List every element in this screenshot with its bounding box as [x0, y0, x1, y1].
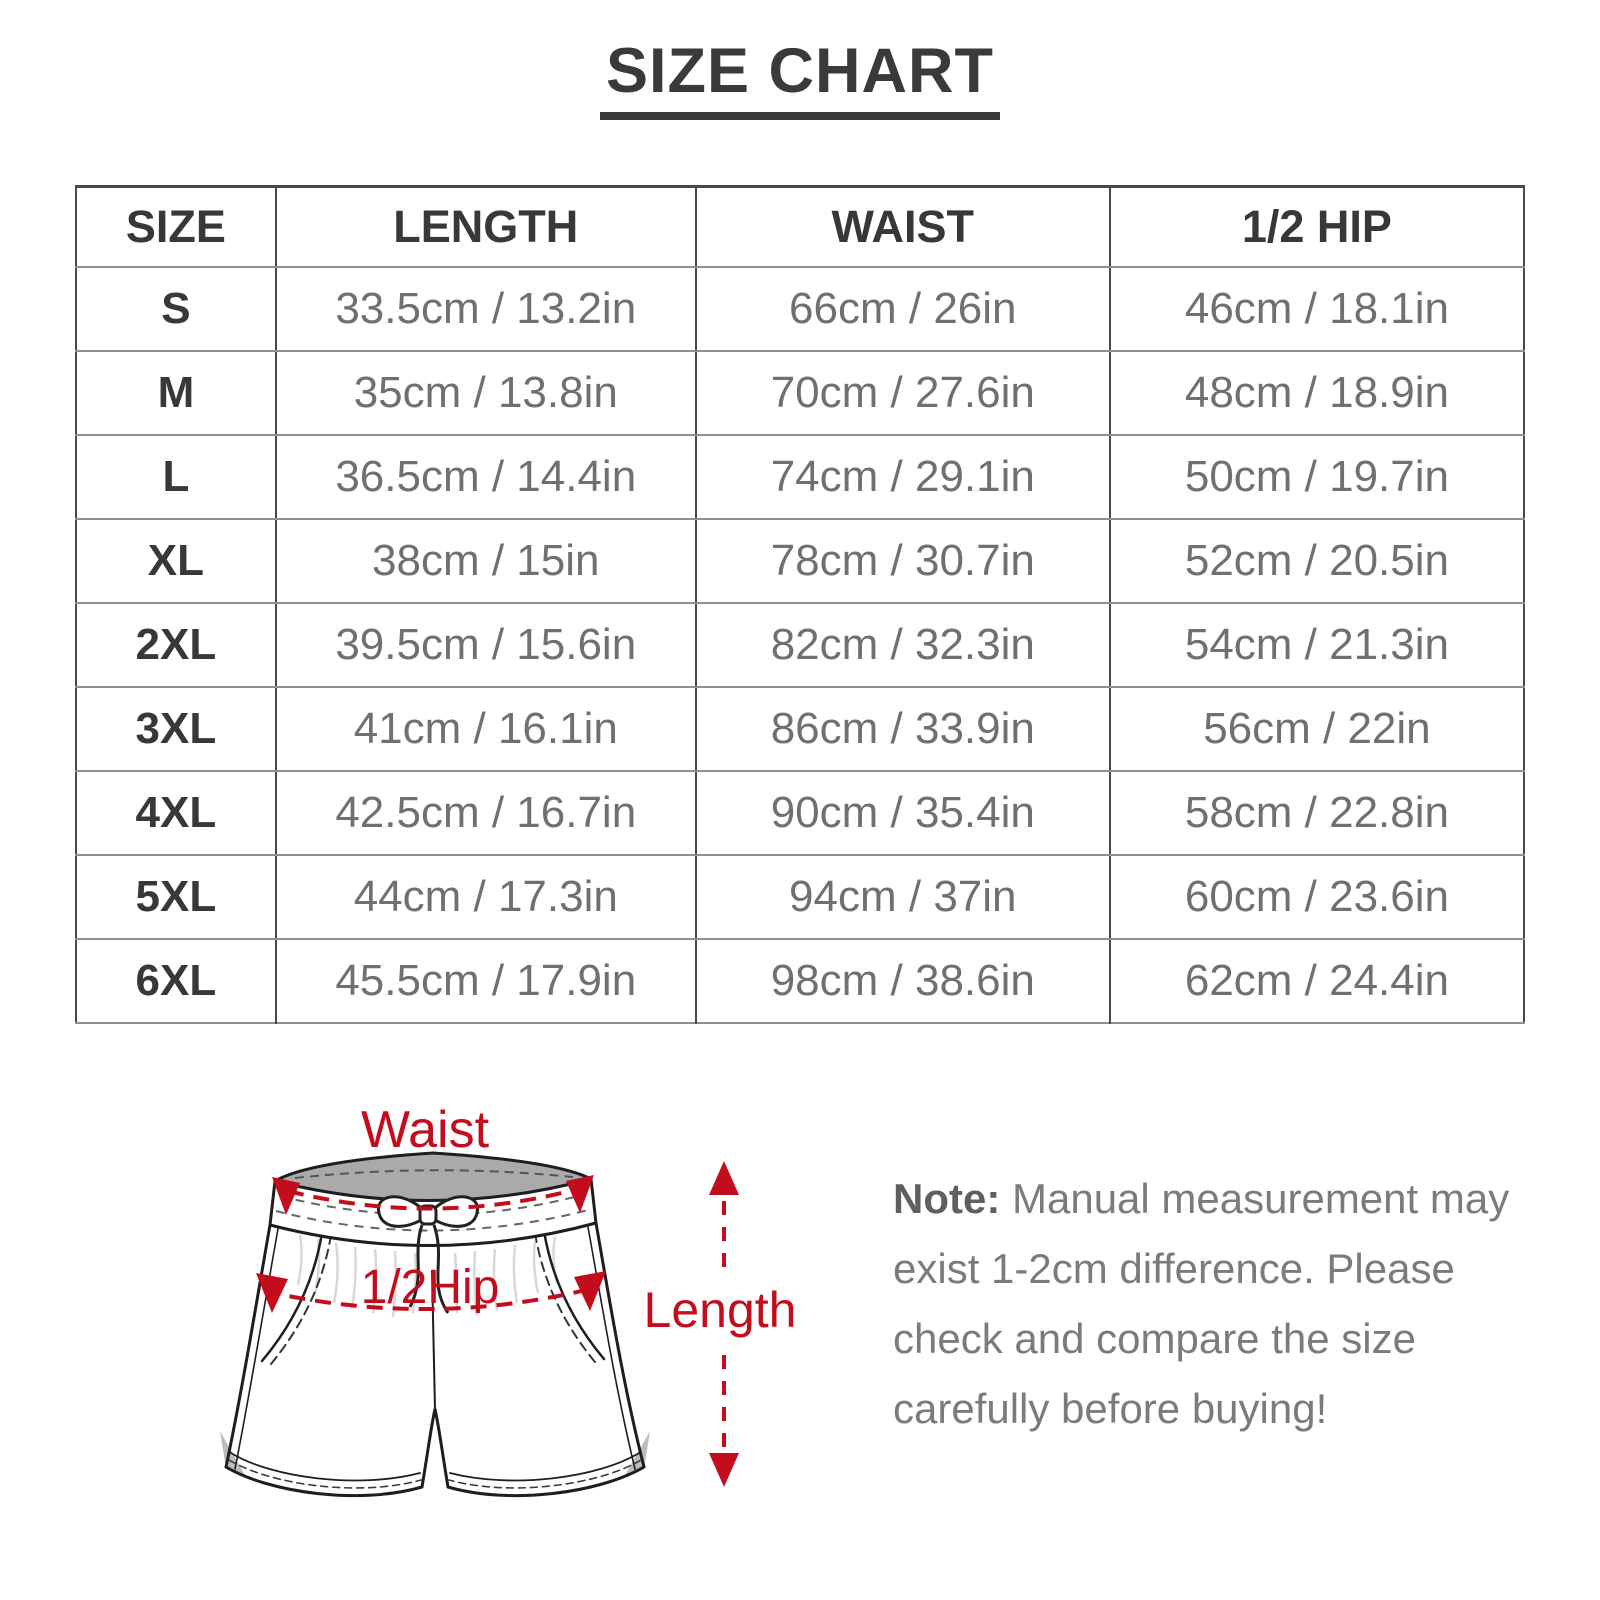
size-table-body: [76, 267, 1524, 1023]
size-row: [76, 939, 1524, 1023]
half-hip-cell: 60cm / 23.6in: [1110, 855, 1524, 939]
size-row: [76, 771, 1524, 855]
measurement-note: [893, 1164, 1523, 1444]
size-row: [76, 435, 1524, 519]
length-cell: 39.5cm / 15.6in: [276, 603, 696, 687]
size-cell: 5XL: [76, 855, 276, 939]
size-cell: M: [76, 351, 276, 435]
waist-cell: 86cm / 33.9in: [696, 687, 1110, 771]
note-text: Manual measurement may exist 1-2cm difference. Please check and compare the size carefully before buying!: [893, 1175, 1510, 1432]
column-header-length: LENGTH: [276, 187, 696, 268]
length-cell: 38cm / 15in: [276, 519, 696, 603]
half-hip-cell: 54cm / 21.3in: [1110, 603, 1524, 687]
waist-cell: 78cm / 30.7in: [696, 519, 1110, 603]
length-cell: 44cm / 17.3in: [276, 855, 696, 939]
shorts-measurement-diagram: [200, 1075, 800, 1585]
half-hip-cell: 52cm / 20.5in: [1110, 519, 1524, 603]
size-row: [76, 267, 1524, 351]
size-row: [76, 687, 1524, 771]
length-label: Length: [643, 1282, 797, 1338]
waist-cell: 82cm / 32.3in: [696, 603, 1110, 687]
column-header-waist: WAIST: [696, 187, 1110, 268]
waist-cell: 70cm / 27.6in: [696, 351, 1110, 435]
length-cell: 41cm / 16.1in: [276, 687, 696, 771]
note-label: Note:: [893, 1175, 1001, 1222]
length-cell: 45.5cm / 17.9in: [276, 939, 696, 1023]
half-hip-cell: 62cm / 24.4in: [1110, 939, 1524, 1023]
length-cell: 33.5cm / 13.2in: [276, 267, 696, 351]
length-cell: 42.5cm / 16.7in: [276, 771, 696, 855]
waist-cell: 90cm / 35.4in: [696, 771, 1110, 855]
column-header-size: SIZE: [76, 187, 276, 268]
size-cell: 6XL: [76, 939, 276, 1023]
length-cell: 35cm / 13.8in: [276, 351, 696, 435]
column-header-half-hip: 1/2 HIP: [1110, 187, 1524, 268]
size-cell: 2XL: [76, 603, 276, 687]
half-hip-cell: 58cm / 22.8in: [1110, 771, 1524, 855]
size-cell: 3XL: [76, 687, 276, 771]
size-cell: XL: [76, 519, 276, 603]
size-cell: L: [76, 435, 276, 519]
size-cell: 4XL: [76, 771, 276, 855]
size-row: [76, 603, 1524, 687]
half-hip-cell: 56cm / 22in: [1110, 687, 1524, 771]
size-row: [76, 519, 1524, 603]
half-hip-cell: 48cm / 18.9in: [1110, 351, 1524, 435]
size-table-header: [76, 187, 1524, 268]
page-title: SIZE CHART: [600, 40, 1000, 120]
title-wrap: [0, 36, 1600, 120]
size-row: [76, 855, 1524, 939]
size-row: [76, 351, 1524, 435]
half-hip-label: 1/2Hip: [360, 1261, 500, 1314]
waist-cell: 94cm / 37in: [696, 855, 1110, 939]
waist-label: Waist: [360, 1101, 490, 1159]
waist-cell: 98cm / 38.6in: [696, 939, 1110, 1023]
length-cell: 36.5cm / 14.4in: [276, 435, 696, 519]
half-hip-cell: 46cm / 18.1in: [1110, 267, 1524, 351]
half-hip-cell: 50cm / 19.7in: [1110, 435, 1524, 519]
waist-cell: 66cm / 26in: [696, 267, 1110, 351]
size-cell: S: [76, 267, 276, 351]
size-table: [75, 185, 1525, 1024]
waist-cell: 74cm / 29.1in: [696, 435, 1110, 519]
